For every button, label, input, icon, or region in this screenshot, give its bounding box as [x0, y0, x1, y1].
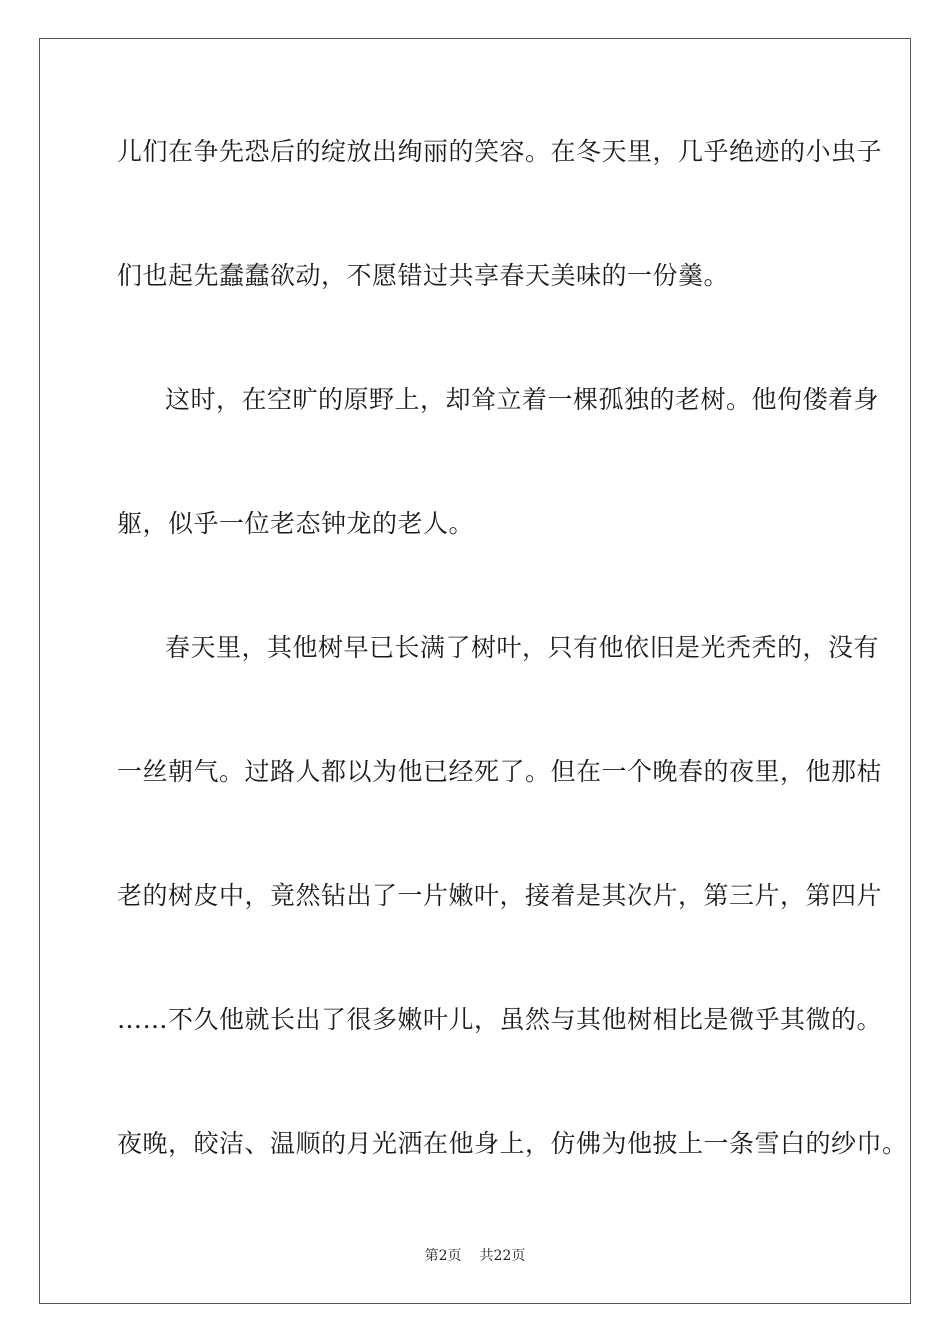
text-line-2: 们也起先蠢蠢欲动，不愿错过共享春天美味的一份羹。	[117, 261, 730, 290]
text-line-4: 躯，似乎一位老态钟龙的老人。	[117, 509, 475, 538]
text-line-6: 一丝朝气。过路人都以为他已经死了。但在一个晚春的夜里，他那枯	[117, 757, 883, 786]
page-footer	[0, 1247, 950, 1265]
text-line-3: 这时，在空旷的原野上，却耸立着一棵孤独的老树。他佝偻着身	[165, 385, 880, 414]
page-total: 共22页	[479, 1248, 526, 1264]
page-number: 第2页	[424, 1248, 462, 1264]
text-line-8: ……不久他就长出了很多嫩叶儿，虽然与其他树相比是微乎其微的。	[117, 1005, 883, 1034]
text-line-5: 春天里，其他树早已长满了树叶，只有他依旧是光秃秃的，没有	[165, 633, 880, 662]
text-line-7: 老的树皮中，竟然钻出了一片嫩叶，接着是其次片，第三片，第四片	[117, 881, 883, 910]
text-line-1: 儿们在争先恐后的绽放出绚丽的笑容。在冬天里，几乎绝迹的小虫子	[117, 137, 883, 166]
page-border	[39, 38, 911, 1304]
text-line-9: 夜晚，皎洁、温顺的月光洒在他身上，仿佛为他披上一条雪白的纱巾。	[117, 1129, 908, 1158]
